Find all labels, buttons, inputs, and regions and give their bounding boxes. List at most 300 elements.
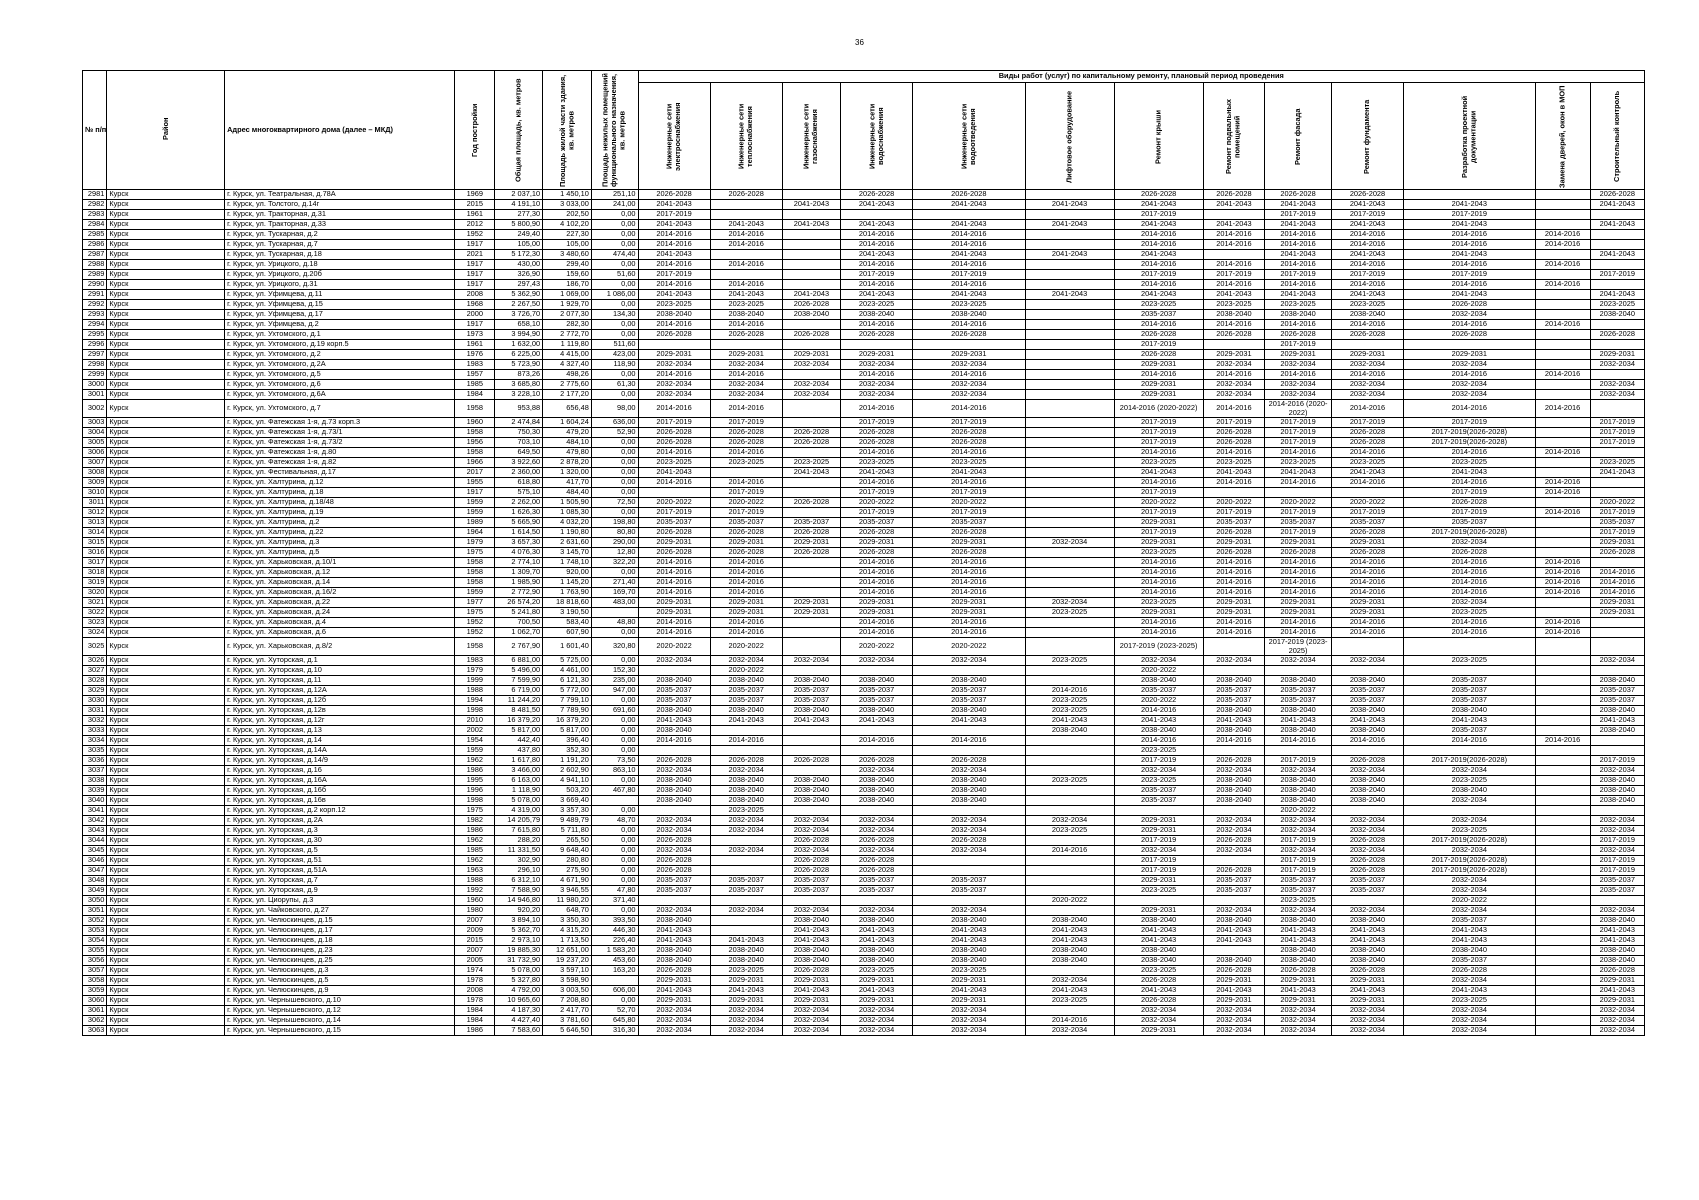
work-period: 2032-2034 [710,360,782,370]
work-period: 2032-2034 [782,1016,840,1026]
work-period: 2038-2040 [782,310,840,320]
work-period [1025,340,1114,350]
total-area: 7 583,60 [495,1026,543,1036]
work-period: 2041-2043 [1265,250,1332,260]
year-built: 1978 [455,976,495,986]
work-period: 2014-2016 [1404,478,1535,488]
work-period: 2023-2025 [1404,608,1535,618]
total-area: 249,40 [495,230,543,240]
work-period: 2032-2034 [841,1006,913,1016]
nonliving-area: 316,30 [591,1026,638,1036]
living-area: 4 461,00 [543,666,592,676]
work-period: 2029-2031 [1203,608,1264,618]
work-type-header: Инженерные сети электроснабжения [638,83,710,190]
address: г. Курск, ул. Хуторская, д.2 корп.12 [225,806,455,816]
work-period: 2020-2022 [1114,498,1203,508]
address: г. Курск, ул. Хуторская, д.16А [225,776,455,786]
table-row [83,676,1645,686]
address: г. Курск, ул. Хуторская, д.51А [225,866,455,876]
year-built: 2015 [455,936,495,946]
district: Курск [107,666,225,676]
work-period [782,270,840,280]
nonliving-area: 48,80 [591,618,638,628]
total-area: 3 922,60 [495,458,543,468]
work-period: 2038-2040 [1114,946,1203,956]
row-number: 2991 [83,290,107,300]
work-period [1590,448,1644,458]
work-period: 2041-2043 [841,290,913,300]
work-period [1025,478,1114,488]
work-period [1535,270,1590,280]
work-period: 2038-2040 [710,310,782,320]
work-period: 2035-2037 [1114,786,1203,796]
work-period: 2032-2034 [710,390,782,400]
district: Курск [107,816,225,826]
district: Курск [107,350,225,360]
work-period [1535,300,1590,310]
total-area: 4 076,30 [495,548,543,558]
row-number: 3007 [83,458,107,468]
work-period: 2029-2031 [1590,538,1644,548]
work-period: 2014-2016 [1203,280,1264,290]
year-built: 1989 [455,518,495,528]
table-row [83,438,1645,448]
work-period: 2014-2016 [1535,448,1590,458]
district: Курск [107,568,225,578]
work-period [1025,746,1114,756]
table-row [83,1016,1645,1026]
nonliving-area: 474,40 [591,250,638,260]
work-period: 2014-2016 [841,280,913,290]
work-period: 2017-2019 [1590,270,1644,280]
work-period: 2041-2043 [1331,250,1403,260]
nonliving-area: 0,00 [591,508,638,518]
table-row [83,270,1645,280]
work-period: 2014-2016 [913,240,1025,250]
work-period: 2017-2019 [913,270,1025,280]
address: г. Курск, ул. Урицкого, д.18 [225,260,455,270]
nonliving-area: 0,00 [591,370,638,380]
nonliving-area: 0,00 [591,716,638,726]
living-area: 3 145,70 [543,548,592,558]
living-area: 2 775,60 [543,380,592,390]
row-number: 2984 [83,220,107,230]
work-period [782,250,840,260]
work-period: 2026-2028 [1404,330,1535,340]
work-period: 2014-2016 [1404,736,1535,746]
work-period [638,896,710,906]
total-area: 5 078,00 [495,796,543,806]
table-row [83,518,1645,528]
work-period: 2035-2037 [710,686,782,696]
address: г. Курск, ул. Фатежская 1-я, д.73 корп.3 [225,418,455,428]
work-period: 2017-2019 [1590,428,1644,438]
work-period: 2017-2019 [1203,270,1264,280]
work-type-header: Строительный контроль [1590,83,1644,190]
address: г. Курск, ул. Чайковского, д.27 [225,906,455,916]
living-area: 479,80 [543,448,592,458]
work-period: 2023-2025 [1025,826,1114,836]
work-period: 2038-2040 [1590,786,1644,796]
work-period: 2014-2016 [841,558,913,568]
living-area: 2 177,20 [543,390,592,400]
table-row [83,250,1645,260]
work-period: 2026-2028 [841,836,913,846]
work-period [782,568,840,578]
row-number: 3060 [83,996,107,1006]
work-period: 2026-2028 [1331,528,1403,538]
work-period [1535,468,1590,478]
work-period: 2038-2040 [782,956,840,966]
work-period: 2041-2043 [638,200,710,210]
district: Курск [107,906,225,916]
work-period: 2038-2040 [638,310,710,320]
total-area: 19 885,30 [495,946,543,956]
row-number: 3031 [83,706,107,716]
work-period: 2038-2040 [1114,956,1203,966]
nonliving-area: 606,00 [591,986,638,996]
nonliving-area: 0,00 [591,448,638,458]
district: Курск [107,598,225,608]
work-period [1535,966,1590,976]
address: г. Курск, ул. Харьковская, д.12 [225,568,455,578]
col-total-area-header: Общая площадь, кв. метров [495,71,543,190]
work-period: 2032-2034 [1404,1016,1535,1026]
work-period [913,726,1025,736]
work-period: 2014-2016 [638,478,710,488]
district: Курск [107,340,225,350]
col-nonliving-area-header: Площадь нежилых помещений функционального назначения, кв. метров [591,71,638,190]
work-period: 2032-2034 [1114,1016,1203,1026]
row-number: 3033 [83,726,107,736]
work-period: 2014-2016 [1265,260,1332,270]
work-period [1590,746,1644,756]
work-period: 2014-2016 [638,588,710,598]
work-period: 2026-2028 [782,528,840,538]
work-period [1535,390,1590,400]
work-period: 2038-2040 [1331,776,1403,786]
work-period: 2032-2034 [1265,656,1332,666]
table-row [83,200,1645,210]
work-period: 2014-2016 [1203,320,1264,330]
work-period: 2029-2031 [841,996,913,1006]
work-period: 2038-2040 [782,776,840,786]
work-period [1535,438,1590,448]
work-period: 2032-2034 [1265,816,1332,826]
work-period: 2023-2025 [1404,776,1535,786]
work-period [913,866,1025,876]
work-period [1535,796,1590,806]
living-area: 275,90 [543,866,592,876]
address: г. Курск, ул. Уфимцева, д.2 [225,320,455,330]
work-period: 2014-2016 [638,230,710,240]
living-area: 1 450,10 [543,190,592,200]
work-period: 2038-2040 [1203,956,1264,966]
work-period: 2026-2028 [1331,428,1403,438]
living-area: 19 237,20 [543,956,592,966]
work-period: 2017-2019 [638,418,710,428]
work-period [1535,598,1590,608]
table-row [83,926,1645,936]
work-period [782,618,840,628]
work-period [913,806,1025,816]
work-period: 2017-2019 [1590,438,1644,448]
work-period: 2029-2031 [1404,350,1535,360]
work-period [710,270,782,280]
work-period: 2017-2019 [1114,866,1203,876]
year-built: 1974 [455,966,495,976]
work-period: 2026-2028 [638,836,710,846]
work-period: 2035-2037 [1404,696,1535,706]
work-period: 2026-2028 [638,966,710,976]
work-period: 2014-2016 [1331,478,1403,488]
nonliving-area: 446,30 [591,926,638,936]
work-period: 2041-2043 [782,468,840,478]
address: г. Курск, ул. Фатежская 1-я, д.80 [225,448,455,458]
year-built: 2021 [455,250,495,260]
work-period: 2041-2043 [710,986,782,996]
row-number: 3036 [83,756,107,766]
work-period [1535,210,1590,220]
work-period: 2032-2034 [1265,1016,1332,1026]
district: Курск [107,736,225,746]
work-period: 2041-2043 [1025,986,1114,996]
table-row [83,508,1645,518]
work-period: 2035-2037 [1331,886,1403,896]
work-period: 2035-2037 [782,886,840,896]
work-period: 2038-2040 [1331,786,1403,796]
living-area: 4 032,20 [543,518,592,528]
table-row [83,756,1645,766]
nonliving-area: 72,50 [591,498,638,508]
work-type-header: Ремонт крыши [1114,83,1203,190]
work-period: 2038-2040 [710,946,782,956]
address: г. Курск, ул. Хуторская, д.11 [225,676,455,686]
year-built: 1962 [455,836,495,846]
work-period: 2014-2016 [1025,1016,1114,1026]
work-period: 2035-2037 [638,518,710,528]
work-period [1025,528,1114,538]
total-area: 5 665,90 [495,518,543,528]
work-period: 2041-2043 [1590,250,1644,260]
work-period: 2017-2019 [1265,428,1332,438]
living-area: 607,90 [543,628,592,638]
work-period: 2035-2037 [841,696,913,706]
total-area: 1 309,70 [495,568,543,578]
table-row [83,716,1645,726]
address: г. Курск, ул. Ухтомского, д.2 [225,350,455,360]
work-period: 2032-2034 [1331,1016,1403,1026]
work-type-header: Ремонт фундамента [1331,83,1403,190]
work-period: 2014-2016 [638,558,710,568]
row-number: 3039 [83,786,107,796]
work-period [710,468,782,478]
row-number: 3004 [83,428,107,438]
work-period: 2017-2019 [841,418,913,428]
work-period [1025,190,1114,200]
work-period: 2038-2040 [913,916,1025,926]
living-area: 1 748,10 [543,558,592,568]
work-period: 2017-2019 [1331,508,1403,518]
row-number: 3021 [83,598,107,608]
work-period [1535,886,1590,896]
work-period: 2032-2034 [782,1026,840,1036]
address: г. Курск, ул. Челюскинцев, д.25 [225,956,455,966]
year-built: 1980 [455,906,495,916]
row-number: 3035 [83,746,107,756]
work-period: 2032-2034 [1404,1006,1535,1016]
work-period: 2026-2028 [638,438,710,448]
work-period: 2029-2031 [638,598,710,608]
address: г. Курск, ул. Урицкого, д.31 [225,280,455,290]
address: г. Курск, ул. Халтурина, д.5 [225,548,455,558]
total-area: 5 172,30 [495,250,543,260]
work-period: 2032-2034 [1590,766,1644,776]
work-period: 2029-2031 [1114,360,1203,370]
work-period: 2014-2016 [1265,478,1332,488]
work-period: 2014-2016 [1331,588,1403,598]
address: г. Курск, ул. Халтурина, д.22 [225,528,455,538]
work-period: 2023-2025 [1114,776,1203,786]
work-period: 2014-2016 [1114,280,1203,290]
work-period: 2017-2019 [638,508,710,518]
row-number: 2982 [83,200,107,210]
year-built: 1996 [455,786,495,796]
work-period: 2035-2037 [841,518,913,528]
row-number: 2998 [83,360,107,370]
table-row [83,746,1645,756]
work-period: 2035-2037 [1265,696,1332,706]
work-period: 2026-2028 [841,548,913,558]
work-period: 2023-2025 [1114,746,1203,756]
table-row [83,786,1645,796]
work-period [913,666,1025,676]
nonliving-area: 0,00 [591,696,638,706]
work-period: 2014-2016 [1404,448,1535,458]
district: Курск [107,926,225,936]
row-number: 2988 [83,260,107,270]
living-area: 2 077,30 [543,310,592,320]
work-period: 2023-2025 [1114,458,1203,468]
table-row [83,538,1645,548]
year-built: 1998 [455,796,495,806]
row-number: 3010 [83,488,107,498]
work-period [638,488,710,498]
work-period: 2041-2043 [638,220,710,230]
total-area: 8 481,50 [495,706,543,716]
work-period: 2017-2019 [1404,508,1535,518]
nonliving-area: 483,00 [591,598,638,608]
total-area: 1 062,70 [495,628,543,638]
work-period [1025,578,1114,588]
address: г. Курск, ул. Хуторская, д.1 [225,656,455,666]
work-period: 2032-2034 [1025,598,1114,608]
table-row [83,946,1645,956]
total-area: 11 244,20 [495,696,543,706]
district: Курск [107,706,225,716]
work-period: 2014-2016 [1265,370,1332,380]
living-area: 282,30 [543,320,592,330]
work-period [913,210,1025,220]
address: г. Курск, ул. Фатежская 1-я, д.73/2 [225,438,455,448]
living-area: 484,40 [543,488,592,498]
work-period: 2035-2037 [1404,916,1535,926]
work-period: 2014-2016 [1331,320,1403,330]
living-area: 1 145,20 [543,578,592,588]
living-area: 2 602,90 [543,766,592,776]
work-period: 2014-2016 [1535,736,1590,746]
work-period: 2017-2019 [1265,508,1332,518]
work-period [782,766,840,776]
work-period: 2041-2043 [1265,716,1332,726]
work-period: 2035-2037 [638,696,710,706]
address: г. Курск, ул. Ухтомского, д.19 корп.5 [225,340,455,350]
district: Курск [107,946,225,956]
year-built: 1954 [455,736,495,746]
work-period: 2023-2025 [1404,458,1535,468]
work-period: 2026-2028 [1114,996,1203,1006]
table-row [83,866,1645,876]
work-period: 2041-2043 [1025,290,1114,300]
work-period [1025,766,1114,776]
year-built: 1959 [455,508,495,518]
work-period: 2041-2043 [1203,200,1264,210]
district: Курск [107,936,225,946]
district: Курск [107,1006,225,1016]
table-row [83,846,1645,856]
work-period: 2023-2025 [913,458,1025,468]
year-built: 1958 [455,428,495,438]
living-area: 4 315,20 [543,926,592,936]
work-period: 2029-2031 [913,598,1025,608]
table-row [83,638,1645,656]
work-period [1535,676,1590,686]
row-number: 2996 [83,340,107,350]
work-period: 2038-2040 [1590,916,1644,926]
work-period: 2038-2040 [782,916,840,926]
work-period: 2038-2040 [638,946,710,956]
work-period: 2014-2016 [1203,628,1264,638]
nonliving-area: 251,10 [591,190,638,200]
work-period: 2029-2031 [710,538,782,548]
work-period: 2014-2016 [1535,280,1590,290]
work-period: 2035-2037 [1331,876,1403,886]
work-period: 2026-2028 [782,438,840,448]
work-period: 2017-2019(2026-2028) [1404,428,1535,438]
living-area: 1 604,24 [543,418,592,428]
year-built: 1955 [455,478,495,488]
work-period: 2032-2034 [782,826,840,836]
work-period: 2041-2043 [782,926,840,936]
table-row [83,836,1645,846]
nonliving-area: 0,00 [591,996,638,1006]
district: Курск [107,518,225,528]
district: Курск [107,796,225,806]
work-period: 2026-2028 [913,428,1025,438]
work-period: 2032-2034 [710,656,782,666]
table-row [83,666,1645,676]
work-period [782,190,840,200]
table-row [83,796,1645,806]
living-area: 3 350,30 [543,916,592,926]
row-number: 3030 [83,696,107,706]
work-period: 2020-2022 [638,638,710,656]
living-area: 5 711,80 [543,826,592,836]
work-period: 2041-2043 [1404,936,1535,946]
total-area: 3 657,30 [495,538,543,548]
living-area: 1 190,80 [543,528,592,538]
work-period: 2017-2019 [1404,418,1535,428]
